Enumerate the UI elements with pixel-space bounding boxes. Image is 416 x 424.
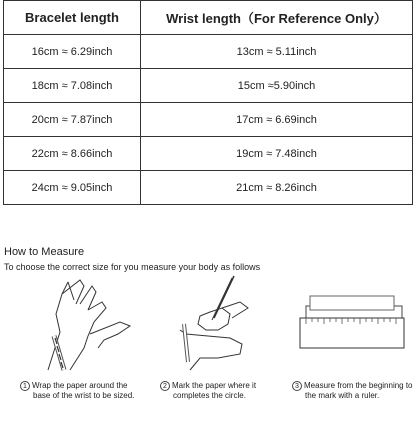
step-text: Mark the paper where it [172,381,257,390]
step-number: 3 [292,381,302,391]
table-row [4,137,413,171]
step-text: base of the wrist to be sized. [33,391,135,400]
bracelet-length-cell: 18cm ≈ 7.08inch [4,69,141,103]
wrist-length-cell: 15cm ≈5.90inch [141,69,413,103]
step-text: the mark with a ruler. [305,391,380,400]
step-number: 1 [20,381,30,391]
step-wrap [20,381,134,401]
wrist-length-cell: 21cm ≈ 8.26inch [141,171,413,205]
bracelet-length-cell: 16cm ≈ 6.29inch [4,35,141,69]
bracelet-length-cell: 20cm ≈ 7.87inch [4,103,141,137]
mark-paper-illustration [170,274,260,374]
step-text: Wrap the paper around the [32,381,128,390]
table-row [4,171,413,205]
how-to-measure-subtitle: To choose the correct size for you measure your body as follows [4,262,261,272]
step-text: Measure from the beginning to [304,381,413,390]
step-mark [160,381,256,401]
wrist-length-header: Wrist length（For Reference Only） [141,1,413,35]
wrist-length-cell: 13cm ≈ 5.11inch [141,35,413,69]
wrap-wrist-illustration [30,274,140,374]
table-row [4,35,413,69]
bracelet-length-cell: 24cm ≈ 9.05inch [4,171,141,205]
how-to-measure-title: How to Measure [4,246,85,258]
table-header-row [4,1,413,35]
bracelet-length-header: Bracelet length [4,1,141,35]
step-ruler [292,381,413,401]
ruler-measure-illustration [296,274,406,354]
wrist-length-cell: 17cm ≈ 6.69inch [141,103,413,137]
size-chart-table [3,0,413,205]
wrist-length-cell: 19cm ≈ 7.48inch [141,137,413,171]
step-text: completes the circle. [173,391,246,400]
bracelet-length-cell: 22cm ≈ 8.66inch [4,137,141,171]
step-number: 2 [160,381,170,391]
table-row [4,69,413,103]
table-row [4,103,413,137]
